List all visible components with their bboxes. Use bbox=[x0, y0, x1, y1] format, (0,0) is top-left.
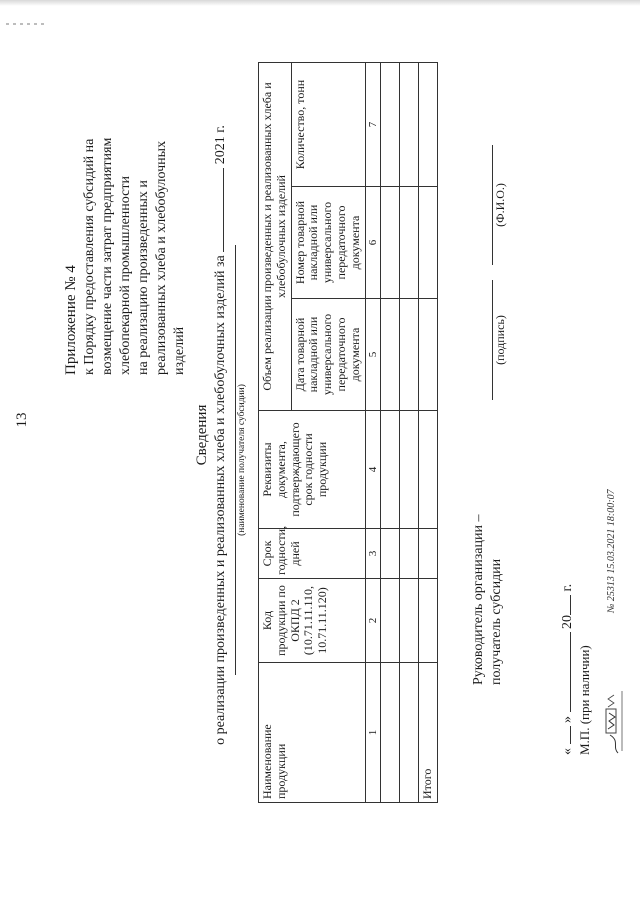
month-field[interactable] bbox=[558, 633, 571, 713]
quote-close: » bbox=[560, 716, 575, 723]
table-cell[interactable] bbox=[381, 62, 400, 186]
header-invoice-date: Дата товарной накладной или универсального передаточного документа bbox=[291, 299, 365, 411]
signature-block bbox=[470, 45, 530, 685]
century-text: 20 bbox=[560, 615, 575, 629]
total-label: Итого bbox=[419, 663, 438, 803]
table-cell[interactable] bbox=[400, 299, 419, 411]
table-cell[interactable] bbox=[400, 411, 419, 529]
recipient-name-field[interactable] bbox=[235, 245, 248, 675]
full-name-caption: (Ф.И.О.) bbox=[493, 183, 507, 227]
column-number-row bbox=[365, 62, 381, 802]
document-registration-code: № 25313 15.03.2021 18:00:07 bbox=[606, 489, 617, 613]
table-cell[interactable] bbox=[419, 62, 438, 186]
table-header-row bbox=[259, 62, 292, 802]
recipient-caption: (наименование получателя субсидии) bbox=[237, 384, 247, 536]
year-field[interactable] bbox=[558, 595, 571, 615]
table-cell[interactable] bbox=[419, 529, 438, 579]
table-cell[interactable] bbox=[400, 187, 419, 299]
appendix-line: реализованных хлеба и хлебобулочных bbox=[153, 140, 169, 375]
table-cell[interactable] bbox=[381, 299, 400, 411]
year-suffix: г. bbox=[560, 583, 575, 592]
header-product-name: Наименование продукции bbox=[259, 663, 366, 803]
column-number: 2 bbox=[365, 579, 381, 663]
report-table bbox=[258, 62, 438, 803]
column-number: 1 bbox=[365, 663, 381, 803]
appendix-line: на реализацию произведенных и bbox=[135, 180, 151, 375]
table-cell[interactable] bbox=[400, 529, 419, 579]
date-line bbox=[558, 584, 576, 755]
report-title: Сведения bbox=[194, 404, 210, 466]
table-row bbox=[400, 62, 419, 802]
column-number: 4 bbox=[365, 411, 381, 529]
table-cell[interactable] bbox=[400, 62, 419, 186]
appendix-line: к Порядку предоставления субсидий на bbox=[82, 138, 98, 375]
table-cell[interactable] bbox=[419, 187, 438, 299]
header-sales-volume-group: Объем реализации произведенных и реализованных хлеба и хлебобулочных изделий bbox=[259, 62, 292, 410]
scan-artifact bbox=[6, 23, 46, 25]
appendix-line: изделий bbox=[171, 326, 187, 375]
header-quantity: Количество, тонн bbox=[291, 62, 365, 186]
appendix-title: Приложение № 4 bbox=[63, 265, 79, 375]
signer-label bbox=[470, 515, 505, 685]
header-document-details: Реквизиты документа, подтверждающего срок годности продукции bbox=[259, 411, 366, 529]
quote-open: « bbox=[560, 748, 575, 755]
table-cell[interactable] bbox=[381, 187, 400, 299]
signature-caption: (подпись) bbox=[493, 315, 507, 365]
signer-label-line: Руководитель организации – bbox=[471, 514, 486, 685]
table-cell[interactable] bbox=[419, 299, 438, 411]
table-cell[interactable] bbox=[419, 579, 438, 663]
table-cell[interactable] bbox=[400, 579, 419, 663]
column-number: 6 bbox=[365, 187, 381, 299]
table-cell[interactable] bbox=[419, 411, 438, 529]
report-year: 2021 г. bbox=[213, 125, 229, 165]
table-cell[interactable] bbox=[381, 663, 400, 803]
stamp-note: М.П. (при наличии) bbox=[577, 645, 592, 755]
appendix-line: возмещение части затрат предприятиям bbox=[100, 137, 116, 375]
table-cell[interactable] bbox=[381, 411, 400, 529]
table-row bbox=[381, 62, 400, 802]
table-cell[interactable] bbox=[381, 529, 400, 579]
table-cell[interactable] bbox=[400, 663, 419, 803]
report-subtitle bbox=[211, 55, 229, 815]
signer-label-line: получатель субсидии bbox=[488, 558, 504, 685]
appendix-block bbox=[62, 55, 189, 375]
day-field[interactable] bbox=[558, 727, 571, 745]
page-number: 13 bbox=[14, 412, 30, 428]
table-cell[interactable] bbox=[381, 579, 400, 663]
header-invoice-number: Номер товарной накладной или универсального передаточного документа bbox=[291, 187, 365, 299]
report-heading bbox=[194, 55, 229, 815]
appendix-line: хлебопекарной промышленности bbox=[118, 176, 133, 375]
column-number: 7 bbox=[365, 62, 381, 186]
registration-stamp-icon bbox=[600, 615, 624, 755]
total-row bbox=[419, 62, 438, 802]
report-subtitle-text: о реализации произведенных и реализованных хлеба и хлебобулочных изделий за bbox=[213, 255, 229, 745]
header-okpd-code: Код продукции по ОКПД 2 (10.71.11.110, 10.71.11.120) bbox=[259, 579, 366, 663]
column-number: 3 bbox=[365, 529, 381, 579]
period-blank-field[interactable] bbox=[211, 168, 224, 252]
header-shelf-life: Срок годности, дней bbox=[259, 529, 366, 579]
column-number: 5 bbox=[365, 299, 381, 411]
